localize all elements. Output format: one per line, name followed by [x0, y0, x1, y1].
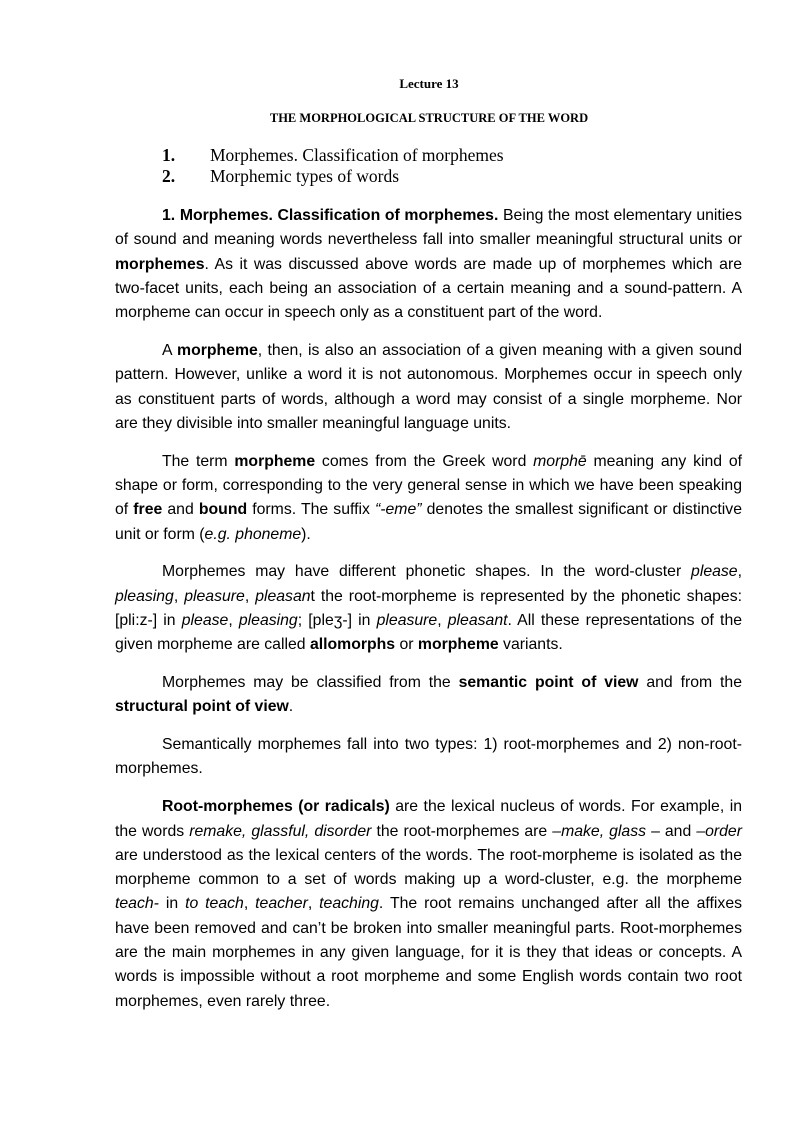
text-run: meaning any kind of shape or form, corresponding to the very general sense in which we have been speaking of: [115, 452, 743, 519]
italic-term: teaching: [319, 895, 379, 913]
text-run: , then, is also an association of a given meaning with a given sound pattern. However, unlike a word it is not autonomous. Morphemes occur in speech only as constituent parts of words, although a word may consist of a single morpheme. Nor are they divisible into smaller meaningful language units.: [115, 341, 742, 432]
outline-item-number: 1.: [162, 145, 176, 165]
italic-term: e.g. phoneme: [204, 525, 302, 543]
text-run: .: [288, 698, 294, 716]
text-run: A: [162, 341, 178, 359]
text-run: Semantically morphemes fall into two types: 1) root-morphemes and 2) non-root-morphemes.: [115, 736, 742, 778]
text-run: or: [395, 636, 418, 654]
text-run: and from the: [638, 674, 742, 692]
bold-term: structural point of view: [115, 698, 289, 716]
outline-item-number: 2.: [162, 166, 176, 186]
text-run: Morphemes may be classified from the: [162, 674, 459, 692]
text-run: are understood as the lexical centers of the words. The root-morpheme is isolated as the morpheme common to a set of words making up a word-cluster, e.g. the morpheme: [115, 846, 742, 889]
italic-term: pleasure: [184, 587, 245, 605]
text-run: are the lexical nucleus of words. For example, in the words: [115, 798, 742, 840]
bold-term: free: [133, 501, 163, 519]
italic-term: please: [691, 563, 738, 581]
text-run: ,: [307, 895, 320, 913]
italic-term: please: [181, 611, 229, 629]
outline-item: [162, 166, 504, 187]
lecture-number: Lecture 13: [399, 76, 459, 91]
italic-term: morphē: [533, 452, 587, 470]
text-run: and: [162, 501, 199, 519]
text-run: – and: [646, 822, 697, 840]
italic-term: remake, glassful, disorder: [189, 822, 372, 840]
text-run: t the root-morpheme is represented by the phonetic shapes: [pli:z-] in: [115, 587, 743, 629]
paragraph: [115, 733, 742, 782]
paragraph: [115, 204, 742, 325]
italic-term: –make, glass: [552, 822, 647, 840]
paragraph: [115, 671, 742, 720]
text-run: comes from the Greek word: [315, 452, 534, 470]
text-run: ; [pleʒ-] in: [297, 611, 377, 629]
text-run: Being the most elementary unities of sound and meaning words nevertheless fall into smaller meaningful structural units or: [115, 207, 742, 249]
text-run: ,: [244, 587, 256, 605]
outline-item-text: Morphemes. Classification of morphemes: [210, 145, 504, 165]
outline-item: [162, 145, 504, 166]
italic-term: pleasure: [376, 611, 438, 629]
italic-term: pleasant: [447, 611, 508, 629]
text-run: ,: [437, 611, 448, 629]
text-run: forms. The suffix: [247, 501, 375, 519]
text-run: variants.: [498, 636, 563, 654]
italic-term: pleasing: [115, 587, 174, 605]
paragraph: [115, 339, 742, 436]
outline-list: [162, 145, 504, 187]
text-run: ,: [228, 611, 239, 629]
document-body: [115, 204, 742, 1027]
text-run: the root-morphemes are: [371, 822, 553, 840]
text-run: . The root remains unchanged after all the affixes have been removed and can’t be broken into smaller meaningful parts. Root-morphemes are the main morphemes in any given language, for it is they that ideas or concepts. A words is impossible without a root morpheme and some English words contain two root morphemes, even rarely three.: [115, 895, 742, 1010]
section-heading: 1. Morphemes. Classification of morphemes.: [162, 207, 499, 224]
bold-term: bound: [198, 501, 248, 519]
bold-term: allomorphs: [309, 636, 396, 654]
italic-term: pleasan: [255, 587, 311, 605]
bold-term: Root-morphemes (or radicals): [162, 798, 390, 816]
text-run: The term: [162, 452, 235, 470]
text-run: Morphemes may have different phonetic shapes. In the word-cluster: [162, 563, 692, 581]
paragraph: [115, 795, 742, 1014]
bold-term: semantic point of view: [458, 674, 639, 692]
bold-term: morpheme: [177, 341, 258, 359]
text-run: ,: [737, 563, 742, 581]
text-run: . All these representations of the given morpheme are called: [115, 611, 743, 654]
italic-term: teach-: [115, 895, 159, 913]
text-run: ).: [301, 525, 311, 543]
text-run: ,: [243, 895, 256, 913]
italic-term: pleasing: [238, 611, 298, 629]
outline-item-text: Morphemic types of words: [210, 166, 400, 186]
italic-term: to teach: [185, 895, 244, 913]
italic-term: –order: [696, 822, 742, 840]
italic-term: “-eme”: [375, 501, 422, 519]
text-run: . As it was discussed above words are made up of morphemes which are two-facet units, each being an association of a certain meaning and a sound-pattern. A morpheme can occur in speech only as a constituent part of the word.: [115, 255, 742, 322]
bold-term: morphemes: [115, 255, 205, 273]
paragraph: [115, 450, 742, 547]
text-run: ,: [173, 587, 185, 605]
italic-term: teacher: [255, 895, 308, 913]
lecture-title: THE MORPHOLOGICAL STRUCTURE OF THE WORD: [269, 111, 589, 125]
bold-term: morpheme: [234, 452, 316, 470]
text-run: denotes the smallest significant or distinctive unit or form (: [115, 501, 742, 543]
text-run: in: [158, 895, 186, 913]
paragraph: [115, 560, 742, 657]
bold-term: morpheme: [417, 636, 499, 654]
